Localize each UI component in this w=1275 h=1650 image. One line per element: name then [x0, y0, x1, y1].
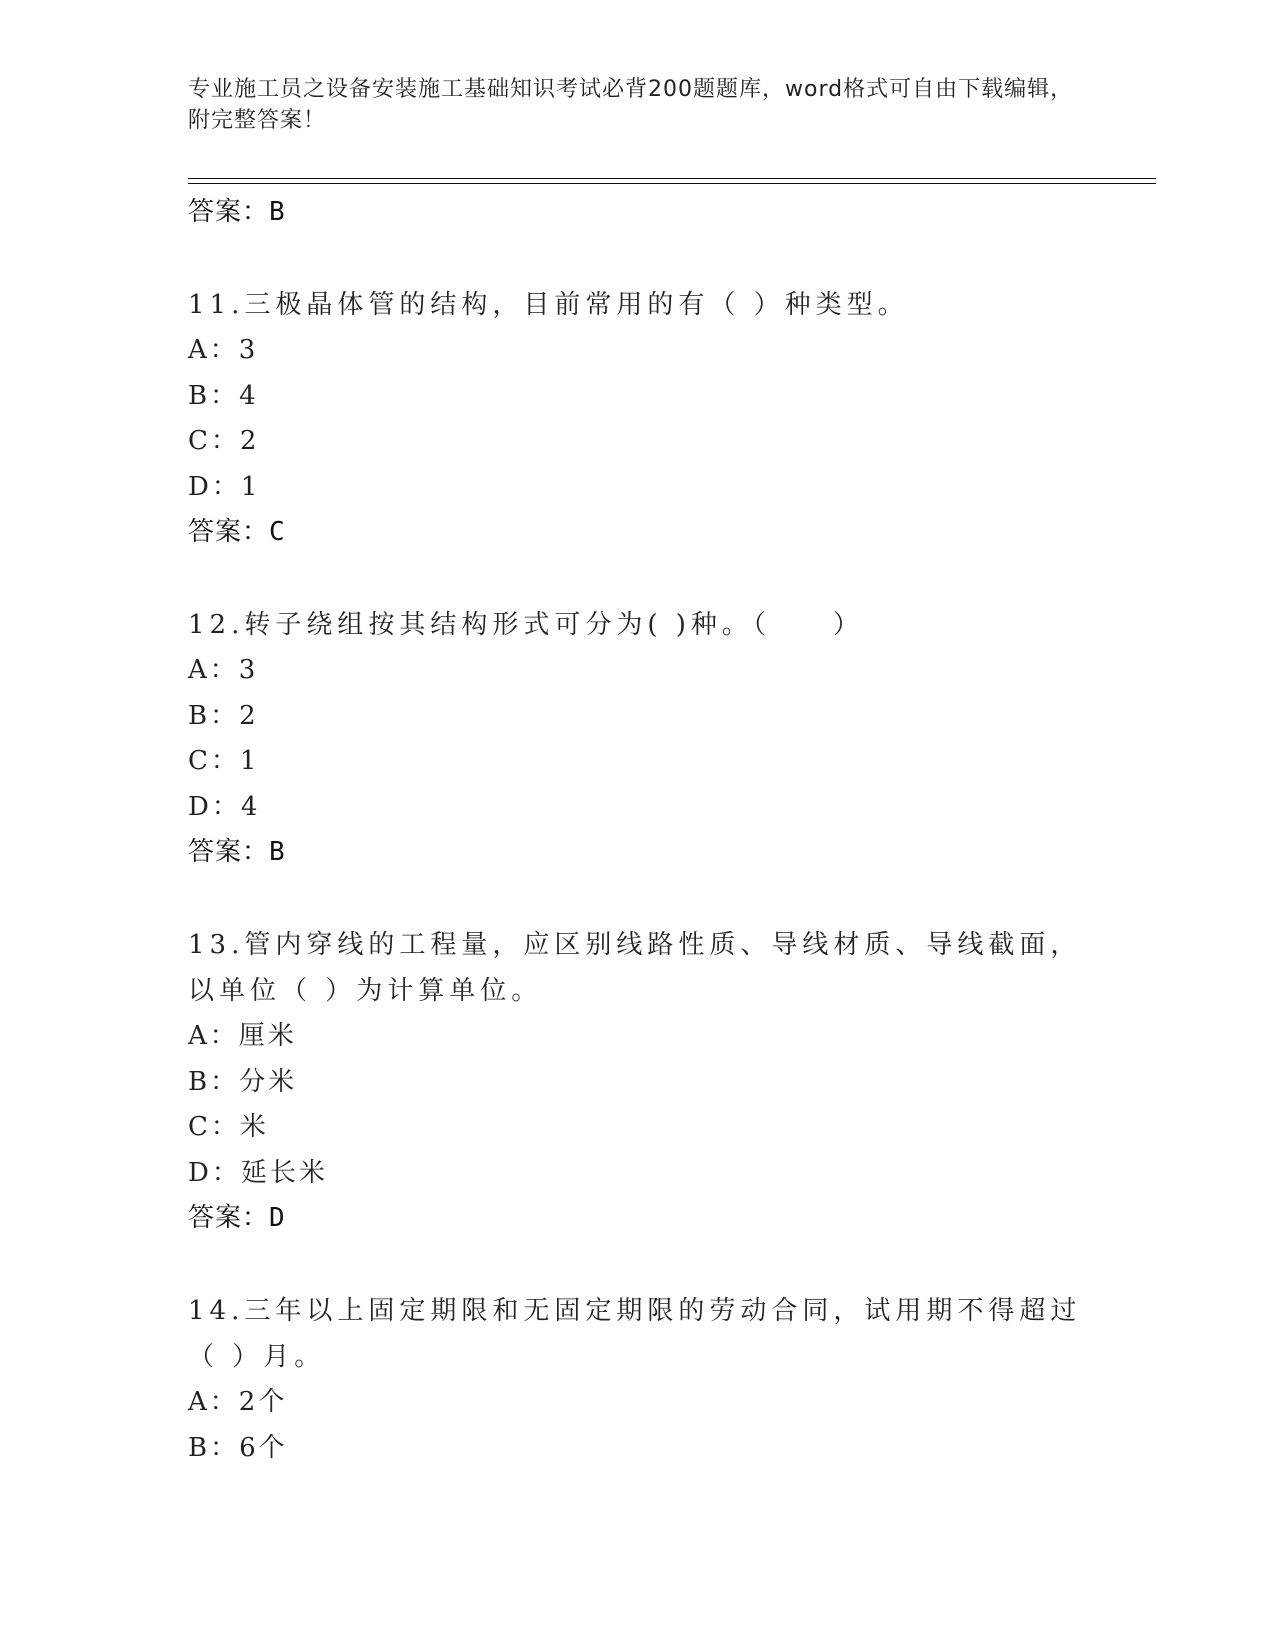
answer-label: 答案： — [188, 517, 270, 547]
answer-line — [188, 830, 1108, 876]
option-a: A：2个 — [188, 1387, 288, 1417]
answer-label: 答案： — [188, 837, 270, 867]
spacer — [188, 876, 1108, 922]
answer-label: 答案： — [188, 1203, 270, 1233]
question-stem: 11.三极晶体管的结构，目前常用的有（ ）种类型。 — [188, 290, 909, 320]
option-d: D：4 — [188, 791, 261, 822]
question-stem: 13.管内穿线的工程量，应区别线路性质、导线材质、导线截面，以单位（ ）为计算单位。 — [188, 930, 1082, 1006]
question-stem: 12.转子绕组按其结构形式可分为( )种。（ ） — [188, 610, 864, 640]
option-b: B：2 — [188, 700, 259, 731]
spacer — [188, 556, 1108, 602]
answer-value: B — [269, 197, 286, 227]
document-header: 专业施工员之设备安装施工基础知识考试必背200题题库，word格式可自由下载编辑，附完整答案！ — [188, 77, 1074, 133]
answer-value: C — [269, 517, 286, 547]
question-stem: 14.三年以上固定期限和无固定期限的劳动合同，试用期不得超过（ ）月。 — [188, 1296, 1082, 1372]
header-divider-top — [188, 178, 1156, 179]
header-divider-bottom — [188, 183, 1156, 184]
option-b: B：分米 — [188, 1066, 298, 1097]
option-a: A：3 — [188, 335, 259, 365]
option-a: A：3 — [188, 655, 259, 685]
option-c: C：2 — [188, 426, 260, 456]
option-c: C：米 — [188, 1112, 269, 1142]
option-d: D：延长米 — [188, 1157, 328, 1188]
spacer — [188, 1242, 1108, 1288]
answer-line — [188, 190, 1108, 236]
option-a: A：厘米 — [188, 1021, 297, 1051]
option-c: C：1 — [188, 746, 260, 776]
answer-value: D — [269, 1203, 286, 1233]
answer-line — [188, 510, 1108, 556]
spacer — [188, 236, 1108, 282]
option-b: B：6个 — [188, 1432, 288, 1463]
answer-line — [188, 1196, 1108, 1242]
answer-value: B — [269, 837, 286, 867]
answer-label: 答案： — [188, 197, 270, 227]
option-d: D：1 — [188, 471, 261, 502]
question-list — [188, 190, 1108, 1471]
option-b: B：4 — [188, 380, 259, 411]
